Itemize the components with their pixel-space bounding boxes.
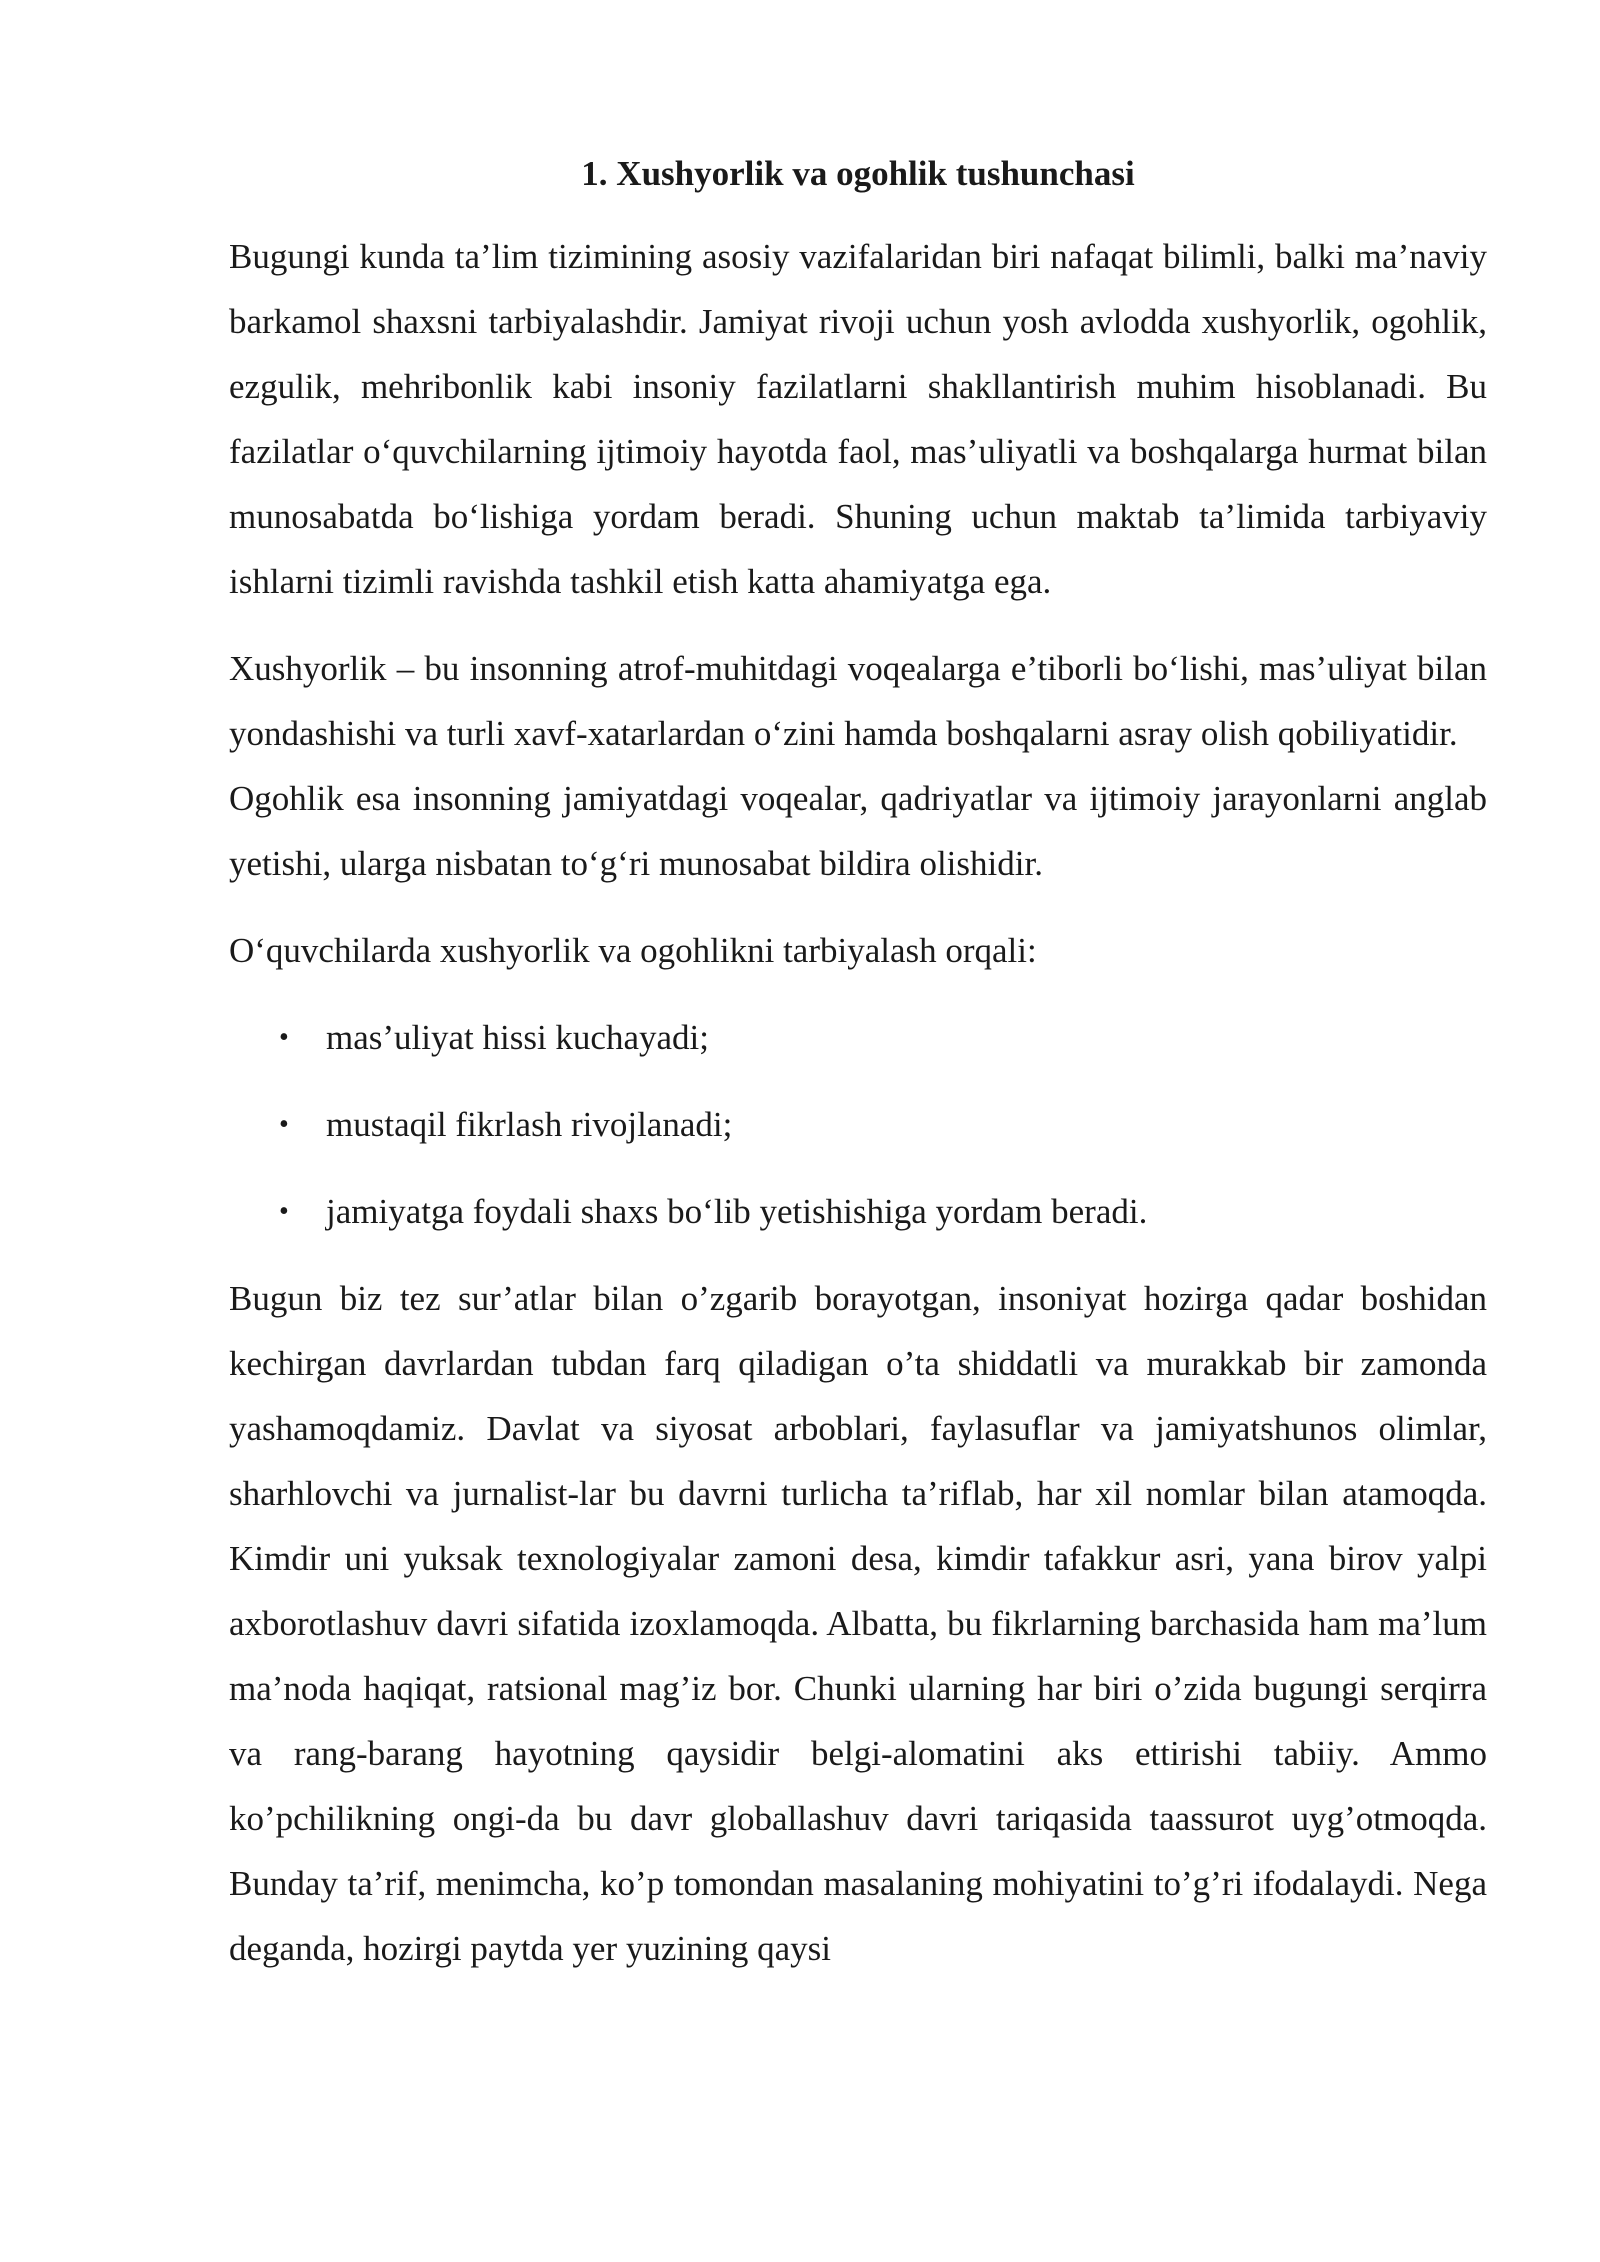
list-item	[229, 1005, 1487, 1070]
list-item	[229, 1092, 1487, 1157]
list-item	[229, 1179, 1487, 1244]
paragraph-globalization: Bugun biz tez sur’atlar bilan o’zgarib borayotgan, insoniyat hozirga qadar boshidan kechirgan davrlardan tubdan farq qiladigan o’ta shiddatli va murakkab bir zamonda yashamoqdamiz. Davlat va siyosat arboblari, faylasuflar va jamiyatshunos olimlar, sharhlovchi va jurnalist-lar bu davrni turlicha ta’riflab, har xil nomlar bilan atamoqda. Kimdir uni yuksak texnologiyalar zamoni desa, kimdir tafakkur asri, yana birov yalpi axborotlashuv davri sifatida izoxlamoqda. Albatta, bu fikrlarning barchasida ham ma’lum ma’noda haqiqat, ratsional mag’iz bor. Chunki ularning har biri o’zida bugungi serqirra va rang-barang hayotning qaysidir belgi-alomatini aks ettirishi tabiiy. Ammo ko’pchilikning ongi-da bu davr globallashuv davri tariqasida taassurot uyg’otmoqda. Bunday ta’rif, menimcha, ko’p tomondan masalaning mohiyatini to’g’ri ifodalaydi. Nega deganda, hozirgi paytda yer yuzining qaysi	[229, 1279, 1487, 1968]
benefits-list	[229, 1005, 1487, 1244]
list-item-text: mas’uliyat hissi kuchayadi;	[326, 1018, 709, 1057]
document-page	[229, 150, 1487, 1981]
bullet-icon: •	[279, 1022, 289, 1053]
list-item-text: mustaqil fikrlash rivojlanadi;	[326, 1105, 733, 1144]
bullet-icon: •	[279, 1196, 289, 1227]
paragraph-xushyorlik-definition: Xushyorlik – bu insonning atrof-muhitdagi voqealarga e’tiborli bo‘lishi, mas’uliyat bilan yondashishi va turli xavf-xatarlardan o‘zini hamda boshqalarni asray olish qobiliyatidir.	[229, 649, 1487, 753]
list-item-text: jamiyatga foydali shaxs bo‘lib yetishishiga yordam beradi.	[326, 1192, 1148, 1231]
paragraph-ogohlik-definition: Ogohlik esa insonning jamiyatdagi voqealar, qadriyatlar va ijtimoiy jarayonlarni anglab yetishi, ularga nisbatan to‘g‘ri munosabat bildira olishidir.	[229, 779, 1487, 883]
document-title: 1. Xushyorlik va ogohlik tushunchasi	[581, 154, 1135, 193]
paragraph-intro: Bugungi kunda ta’lim tizimining asosiy vazifalaridan biri nafaqat bilimli, balki ma’naviy barkamol shaxsni tarbiyalashdir. Jamiyat rivoji uchun yosh avlodda xushyorlik, ogohlik, ezgulik, mehribonlik kabi insoniy fazilatlarni shakllantirish muhim hisoblanadi. Bu fazilatlar o‘quvchilarning ijtimoiy hayotda faol, mas’uliyatli va boshqalarga hurmat bilan munosabatda bo‘lishiga yordam beradi. Shuning uchun maktab ta’limida tarbiyaviy ishlarni tizimli ravishda tashkil etish katta ahamiyatga ega.	[229, 237, 1487, 601]
bullet-icon: •	[279, 1109, 289, 1140]
paragraph-list-intro: O‘quvchilarda xushyorlik va ogohlikni tarbiyalash orqali:	[229, 931, 1037, 970]
